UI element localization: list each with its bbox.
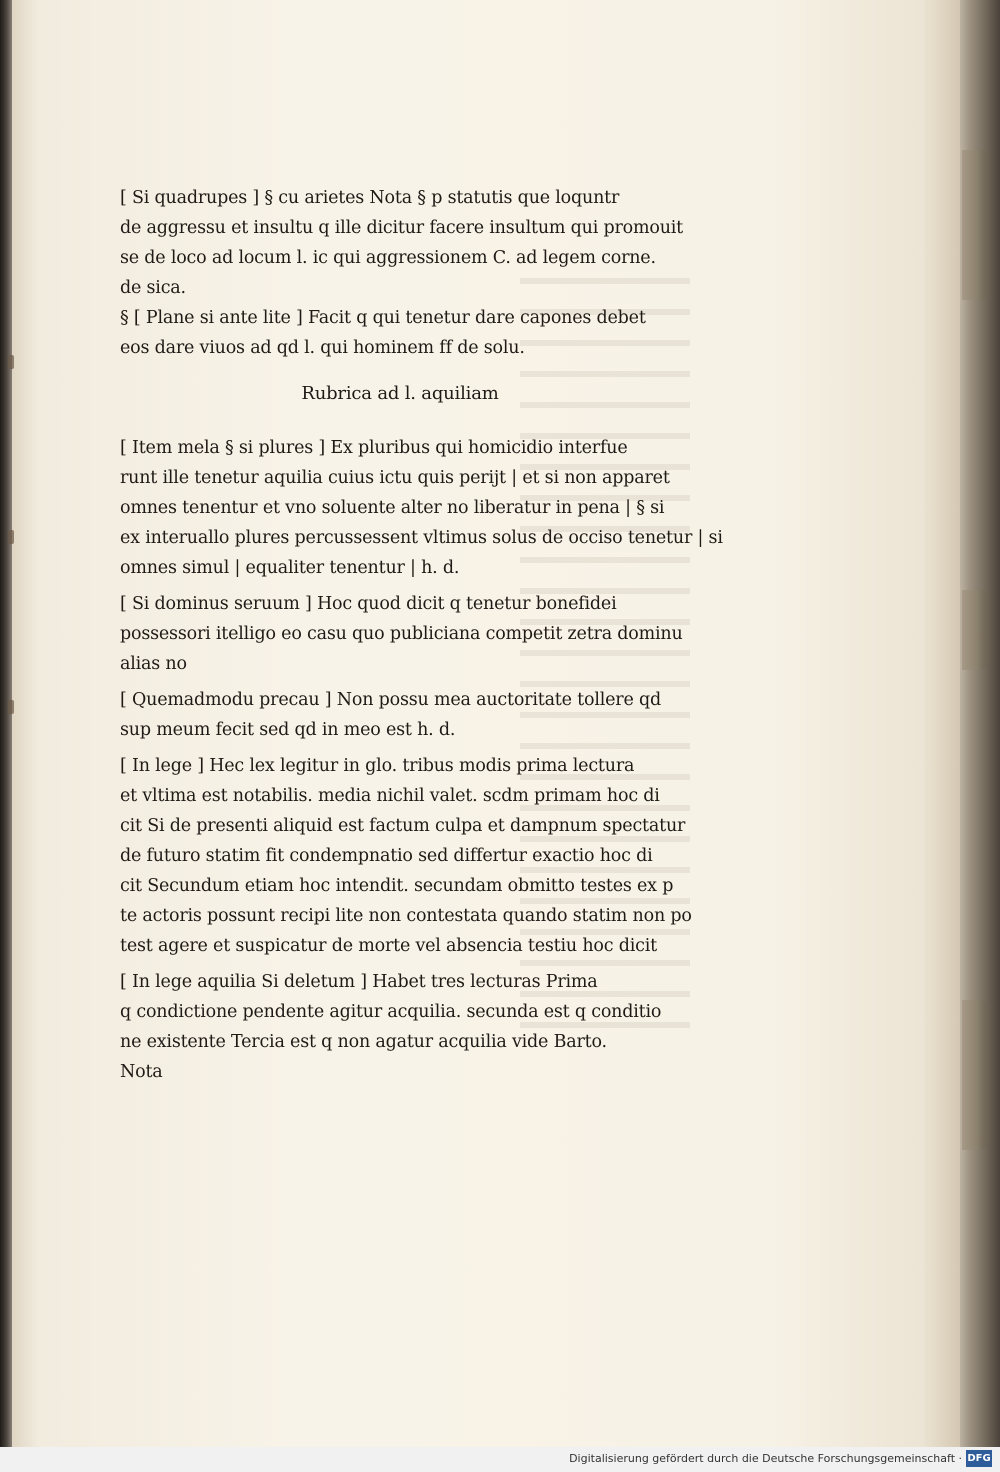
- printed-text-block: [120, 183, 723, 1087]
- page-tab-bottom: [962, 1000, 986, 1150]
- text-line: ex interuallo plures percussessent vltimus solus de occiso tenetur | si: [120, 528, 723, 548]
- text-paragraph: [120, 967, 680, 1087]
- text-paragraph: [120, 685, 680, 745]
- text-line: [ Si dominus seruum ] Hoc quod dicit q tenetur bonefidei: [120, 594, 617, 614]
- text-line: ne existente Tercia est q non agatur acquilia vide Barto.: [120, 1032, 607, 1052]
- section-heading: Rubrica ad l. aquiliam: [301, 383, 499, 404]
- footer-credit-text: Digitalisierung gefördert durch die Deutsche Forschungsgemeinschaft ·: [569, 1452, 962, 1465]
- text-line: de aggressu et insultu q ille dicitur facere insultum qui promouit: [120, 218, 684, 238]
- text-line: omnes tenentur et vno soluente alter no liberatur in pena | § si: [120, 498, 665, 518]
- text-line: et vltima est notabilis. media nichil valet. scdm primam hoc di: [120, 786, 660, 806]
- text-line: alias no: [120, 654, 187, 674]
- text-line: Nota: [120, 1062, 163, 1082]
- text-paragraph: [120, 751, 692, 961]
- margin-mark: [8, 700, 14, 714]
- text-line: de futuro statim fit condempnatio sed differtur exactio hoc di: [120, 846, 653, 866]
- paragraph-group-main: [120, 433, 723, 1087]
- text-line: de sica.: [120, 278, 186, 298]
- text-line: se de loco ad locum l. ic qui aggressionem C. ad legem corne.: [120, 248, 656, 268]
- margin-mark: [8, 530, 14, 544]
- text-line: possessori itelligo eo casu quo publiciana competit zetra dominu: [120, 624, 683, 644]
- paragraph-group-top: [120, 183, 684, 363]
- text-line: [ In lege ] Hec lex legitur in glo. tribus modis prima lectura: [120, 756, 635, 776]
- dfg-logo: DFG: [966, 1450, 992, 1467]
- text-line: eos dare viuos ad qd l. qui hominem ff de solu.: [120, 338, 525, 358]
- text-line: [ Item mela § si plures ] Ex pluribus qui homicidio interfue: [120, 438, 628, 458]
- text-paragraph: [120, 433, 723, 583]
- page-tab-middle: [962, 590, 986, 670]
- text-line: § [ Plane si ante lite ] Facit q qui tenetur dare capones debet: [120, 308, 646, 328]
- text-line: [ Quemadmodu precau ] Non possu mea auctoritate tollere qd: [120, 690, 661, 710]
- page-tab-top: [962, 150, 986, 300]
- left-binding-edge: [0, 0, 12, 1450]
- text-line: omnes simul | equaliter tenentur | h. d.: [120, 558, 460, 578]
- text-line: [ Si quadrupes ] § cu arietes Nota § p statutis que loquntr: [120, 188, 620, 208]
- text-line: cit Secundum etiam hoc intendit. secundam obmitto testes ex p: [120, 876, 674, 896]
- text-paragraph: [120, 183, 684, 303]
- text-line: sup meum fecit sed qd in meo est h. d.: [120, 720, 456, 740]
- text-paragraph: [120, 589, 683, 679]
- text-line: te actoris possunt recipi lite non contestata quando statim non po: [120, 906, 692, 926]
- text-line: runt ille tenetur aquilia cuius ictu quis perijt | et si non apparet: [120, 468, 670, 488]
- text-line: test agere et suspicatur de morte vel absencia testiu hoc dicit: [120, 936, 657, 956]
- text-line: [ In lege aquilia Si deletum ] Habet tres lecturas Prima: [120, 972, 598, 992]
- margin-mark: [8, 355, 14, 369]
- text-line: q condictione pendente agitur acquilia. secunda est q conditio: [120, 1002, 662, 1022]
- text-line: cit Si de presenti aliquid est factum culpa et dampnum spectatur: [120, 816, 686, 836]
- text-paragraph: [120, 303, 680, 363]
